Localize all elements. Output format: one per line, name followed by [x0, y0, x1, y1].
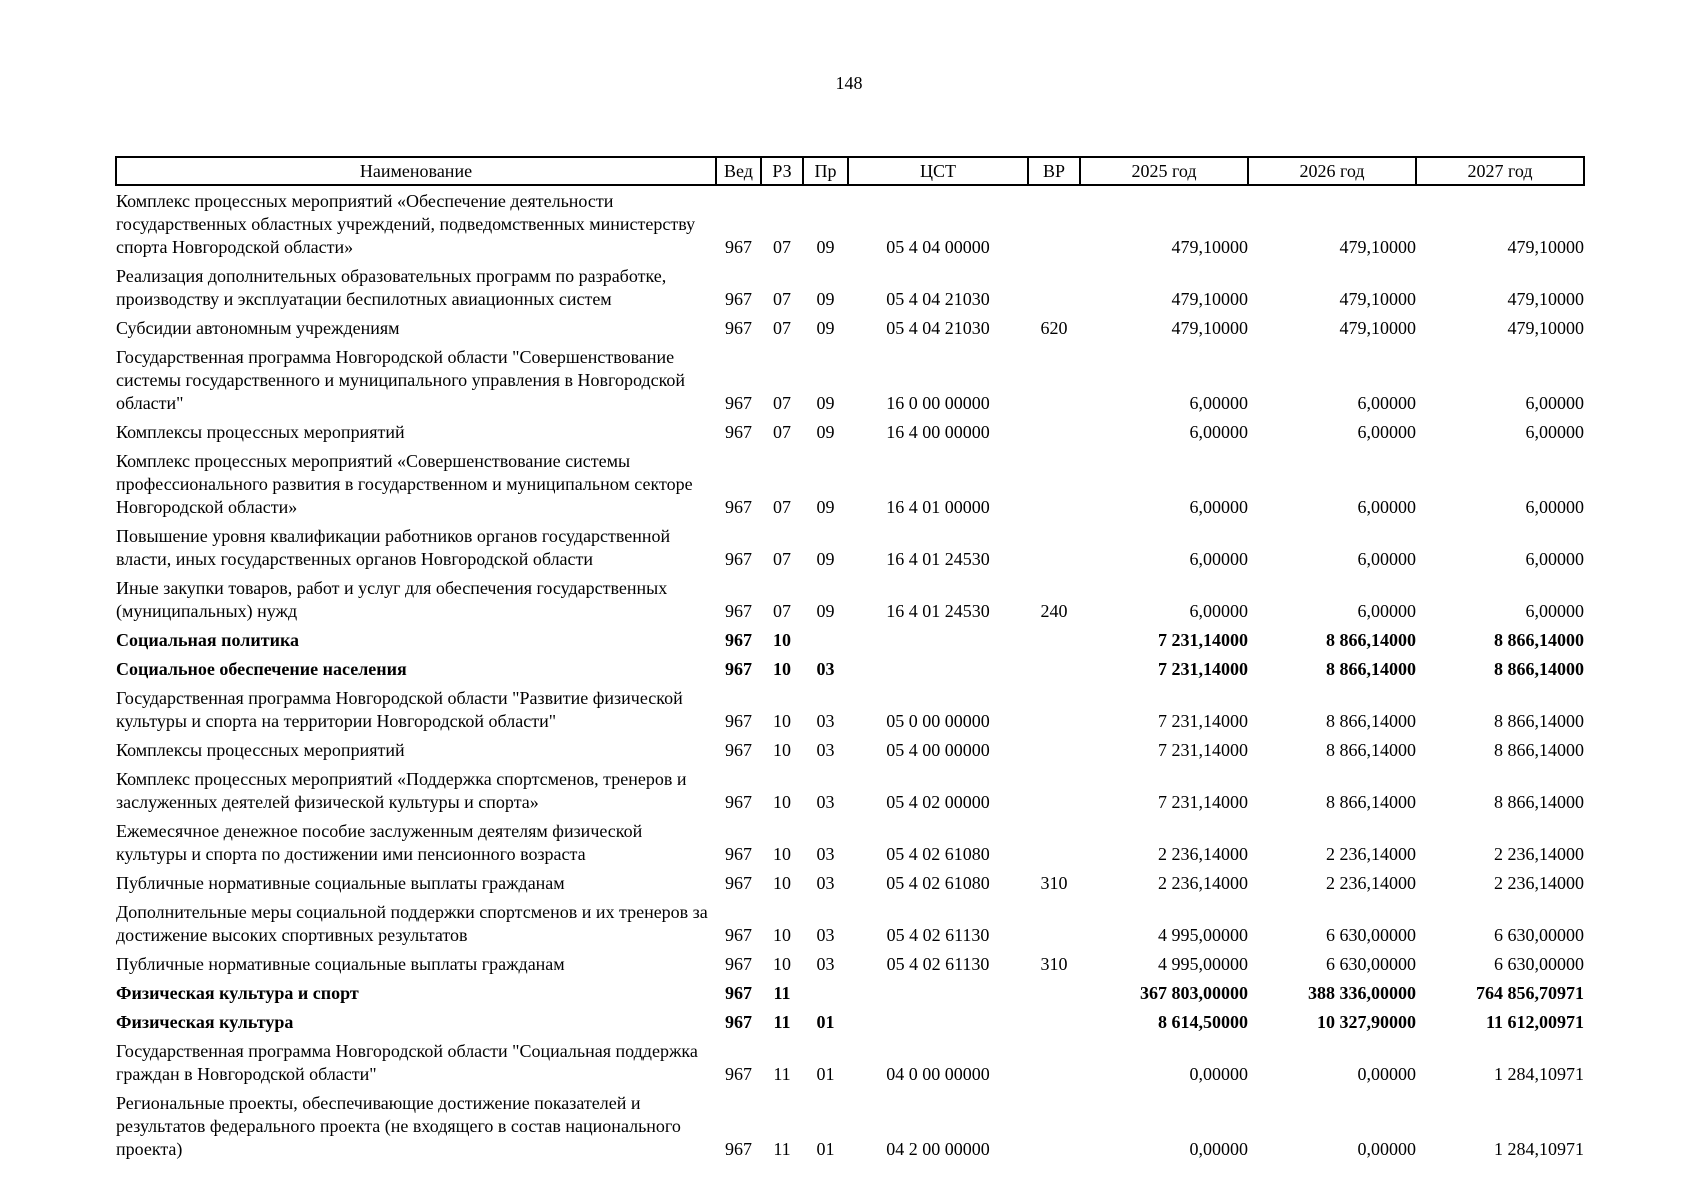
row-pr: 09	[816, 393, 835, 413]
row-2027: 8 866,14000	[1494, 659, 1584, 679]
row-rz: 07	[773, 289, 791, 309]
row-cst: 16 0 00 00000	[886, 393, 990, 413]
table-row	[116, 261, 1584, 313]
row-cst: 16 4 01 00000	[886, 497, 990, 517]
row-2025: 367 803,00000	[1140, 983, 1248, 1003]
row-vr: 310	[1040, 954, 1068, 974]
row-2025: 7 231,14000	[1158, 630, 1248, 650]
row-rz: 07	[773, 549, 791, 569]
row-pr: 09	[816, 549, 835, 569]
header-2025: 2025 год	[1080, 157, 1248, 185]
row-rz: 10	[773, 630, 791, 650]
row-2027: 2 236,14000	[1494, 873, 1584, 893]
row-pr: 01	[816, 1064, 835, 1084]
row-2025: 7 231,14000	[1158, 792, 1248, 812]
row-2027: 6,00000	[1525, 497, 1584, 517]
row-name: Государственная программа Новгородской области "Развитие физической культуры и спорта на территории Новгородской области"	[116, 688, 683, 731]
table-row	[116, 764, 1584, 816]
row-cst: 05 4 02 61130	[886, 954, 990, 974]
row-vr	[1028, 446, 1080, 521]
row-cst: 05 4 00 00000	[886, 740, 990, 760]
table-body	[116, 185, 1584, 1163]
row-2027: 1 284,10971	[1494, 1064, 1584, 1084]
row-rz: 07	[773, 422, 791, 442]
row-ved: 967	[725, 289, 752, 309]
row-rz: 10	[773, 925, 791, 945]
row-ved: 967	[725, 318, 752, 338]
row-2027: 6,00000	[1525, 393, 1584, 413]
row-2025: 6,00000	[1189, 601, 1248, 621]
table-header-row	[116, 157, 1584, 185]
row-ved: 967	[725, 659, 752, 679]
row-cst: 05 4 04 21030	[886, 289, 990, 309]
row-pr: 09	[816, 289, 835, 309]
row-rz: 07	[773, 237, 791, 257]
row-rz: 11	[773, 1012, 791, 1032]
table-row	[116, 342, 1584, 417]
row-ved: 967	[725, 393, 752, 413]
row-rz: 10	[773, 740, 791, 760]
row-2025: 6,00000	[1189, 393, 1248, 413]
row-cst: 05 4 04 21030	[886, 318, 990, 338]
row-cst	[848, 625, 1028, 654]
row-cst: 16 4 01 24530	[886, 549, 990, 569]
row-2027: 6,00000	[1525, 422, 1584, 442]
row-2026: 479,10000	[1339, 318, 1416, 338]
table-row	[116, 816, 1584, 868]
row-ved: 967	[725, 925, 752, 945]
row-2027: 8 866,14000	[1494, 740, 1584, 760]
row-ved: 967	[725, 711, 752, 731]
row-vr	[1028, 261, 1080, 313]
row-2026: 8 866,14000	[1326, 792, 1416, 812]
row-2025: 7 231,14000	[1158, 659, 1248, 679]
row-cst: 05 0 00 00000	[886, 711, 990, 731]
table-row	[116, 735, 1584, 764]
row-pr: 09	[816, 601, 835, 621]
row-2026: 0,00000	[1357, 1064, 1416, 1084]
row-rz: 07	[773, 393, 791, 413]
table-row	[116, 573, 1584, 625]
row-name: Субсидии автономным учреждениям	[116, 318, 400, 338]
row-name: Комплекс процессных мероприятий «Обеспечение деятельности государственных областных учреждений, подведомственных министерству спорта Новгородской области»	[116, 191, 696, 257]
row-2027: 6 630,00000	[1494, 925, 1584, 945]
table-row	[116, 1036, 1584, 1088]
row-cst	[848, 654, 1028, 683]
row-2025: 7 231,14000	[1158, 740, 1248, 760]
row-vr	[1028, 521, 1080, 573]
header-2027: 2027 год	[1416, 157, 1584, 185]
row-name: Ежемесячное денежное пособие заслуженным деятелям физической культуры и спорта по достижении ими пенсионного возраста	[116, 821, 643, 864]
row-pr: 09	[816, 497, 835, 517]
table-row	[116, 185, 1584, 261]
row-2026: 10 327,90000	[1317, 1012, 1416, 1032]
row-2025: 479,10000	[1171, 289, 1248, 309]
row-vr	[1028, 764, 1080, 816]
header-rz: РЗ	[761, 157, 803, 185]
row-pr: 03	[816, 954, 835, 974]
row-rz: 10	[773, 954, 791, 974]
row-name: Реализация дополнительных образовательных программ по разработке, производству и эксплуатации беспилотных авиационных систем	[116, 266, 667, 309]
table-row	[116, 683, 1584, 735]
table-row	[116, 868, 1584, 897]
row-name: Повышение уровня квалификации работников органов государственной власти, иных государственных органов Новгородской области	[116, 526, 671, 569]
row-ved: 967	[725, 1064, 752, 1084]
row-2026: 2 236,14000	[1326, 844, 1416, 864]
row-vr	[1028, 816, 1080, 868]
table-row	[116, 313, 1584, 342]
row-rz: 10	[773, 711, 791, 731]
header-cst: ЦСТ	[848, 157, 1028, 185]
row-2026: 479,10000	[1339, 237, 1416, 257]
row-2025: 4 995,00000	[1158, 954, 1248, 974]
row-ved: 967	[725, 954, 752, 974]
row-pr	[803, 978, 848, 1007]
row-2025: 2 236,14000	[1158, 844, 1248, 864]
row-2027: 479,10000	[1507, 289, 1584, 309]
table-row	[116, 1088, 1584, 1163]
table-row	[116, 625, 1584, 654]
row-ved: 967	[725, 549, 752, 569]
row-2025: 0,00000	[1189, 1064, 1248, 1084]
row-2026: 6,00000	[1357, 497, 1416, 517]
row-name: Комплексы процессных мероприятий	[116, 422, 405, 442]
row-vr	[1028, 683, 1080, 735]
row-pr: 01	[816, 1139, 835, 1159]
row-pr: 09	[816, 318, 835, 338]
row-pr: 03	[816, 925, 835, 945]
row-2027: 8 866,14000	[1494, 711, 1584, 731]
table-row	[116, 654, 1584, 683]
row-ved: 967	[725, 237, 752, 257]
row-2026: 6,00000	[1357, 393, 1416, 413]
row-pr: 03	[816, 844, 835, 864]
row-vr	[1028, 1007, 1080, 1036]
row-cst: 05 4 02 61080	[886, 844, 990, 864]
row-rz: 10	[773, 844, 791, 864]
table-row	[116, 897, 1584, 949]
row-2027: 2 236,14000	[1494, 844, 1584, 864]
row-2025: 7 231,14000	[1158, 711, 1248, 731]
row-2027: 8 866,14000	[1494, 792, 1584, 812]
row-2026: 6,00000	[1357, 549, 1416, 569]
row-cst: 04 0 00 00000	[886, 1064, 990, 1084]
row-pr: 01	[816, 1012, 835, 1032]
row-2027: 6,00000	[1525, 549, 1584, 569]
row-vr	[1028, 185, 1080, 261]
budget-table	[115, 156, 1585, 1163]
row-cst	[848, 1007, 1028, 1036]
row-cst: 04 2 00 00000	[886, 1139, 990, 1159]
row-2026: 479,10000	[1339, 289, 1416, 309]
header-ved: Вед	[716, 157, 761, 185]
table-row	[116, 417, 1584, 446]
table-row	[116, 949, 1584, 978]
row-pr: 03	[816, 740, 835, 760]
row-vr: 240	[1040, 601, 1068, 621]
row-pr: 09	[816, 422, 835, 442]
row-rz: 11	[773, 1064, 791, 1084]
row-2025: 8 614,50000	[1158, 1012, 1248, 1032]
row-2027: 764 856,70971	[1476, 983, 1584, 1003]
row-name: Государственная программа Новгородской области "Совершенствование системы государственного и муниципального управления в Новгородской области"	[116, 347, 686, 413]
row-2025: 2 236,14000	[1158, 873, 1248, 893]
table-row	[116, 446, 1584, 521]
row-cst: 16 4 01 24530	[886, 601, 990, 621]
row-vr	[1028, 1088, 1080, 1163]
row-ved: 967	[725, 1139, 752, 1159]
row-vr	[1028, 735, 1080, 764]
header-pr: Пр	[803, 157, 848, 185]
row-pr	[803, 625, 848, 654]
row-name: Дополнительные меры социальной поддержки спортсменов и их тренеров за достижение высоких спортивных результатов	[116, 902, 708, 945]
row-ved: 967	[725, 844, 752, 864]
row-ved: 967	[725, 873, 752, 893]
row-rz: 07	[773, 497, 791, 517]
row-name: Социальное обеспечение населения	[116, 659, 407, 679]
row-2026: 8 866,14000	[1326, 711, 1416, 731]
row-2026: 8 866,14000	[1326, 659, 1416, 679]
row-rz: 10	[773, 873, 791, 893]
table-row	[116, 521, 1584, 573]
row-2025: 479,10000	[1171, 237, 1248, 257]
row-pr: 03	[816, 711, 835, 731]
row-2026: 6,00000	[1357, 601, 1416, 621]
row-name: Публичные нормативные социальные выплаты гражданам	[116, 873, 565, 893]
row-name: Публичные нормативные социальные выплаты гражданам	[116, 954, 565, 974]
table-row	[116, 978, 1584, 1007]
page-number: 148	[835, 73, 863, 93]
row-pr: 09	[816, 237, 835, 257]
row-name: Физическая культура	[116, 1012, 294, 1032]
row-rz: 07	[773, 601, 791, 621]
row-vr: 310	[1040, 873, 1068, 893]
row-rz: 07	[773, 318, 791, 338]
row-name: Комплексы процессных мероприятий	[116, 740, 405, 760]
header-vr: ВР	[1028, 157, 1080, 185]
row-2026: 6 630,00000	[1326, 954, 1416, 974]
row-cst: 05 4 04 00000	[886, 237, 990, 257]
row-rz: 11	[773, 1139, 791, 1159]
row-2026: 6 630,00000	[1326, 925, 1416, 945]
row-ved: 967	[725, 792, 752, 812]
row-2026: 6,00000	[1357, 422, 1416, 442]
row-2026: 8 866,14000	[1326, 740, 1416, 760]
row-vr	[1028, 897, 1080, 949]
row-rz: 11	[773, 983, 791, 1003]
row-2027: 6,00000	[1525, 601, 1584, 621]
header-2026: 2026 год	[1248, 157, 1416, 185]
row-cst: 05 4 02 00000	[886, 792, 990, 812]
table-row	[116, 1007, 1584, 1036]
row-ved: 967	[725, 497, 752, 517]
row-name: Иные закупки товаров, работ и услуг для обеспечения государственных (муниципальных) нужд	[116, 578, 668, 621]
row-2025: 6,00000	[1189, 422, 1248, 442]
row-pr: 03	[816, 659, 835, 679]
row-2027: 11 612,00971	[1485, 1012, 1584, 1032]
row-2025: 0,00000	[1189, 1139, 1248, 1159]
row-2027: 1 284,10971	[1494, 1139, 1584, 1159]
row-ved: 967	[725, 630, 752, 650]
row-cst: 16 4 00 00000	[886, 422, 990, 442]
row-2026: 2 236,14000	[1326, 873, 1416, 893]
row-ved: 967	[725, 740, 752, 760]
row-2027: 6 630,00000	[1494, 954, 1584, 974]
row-vr: 620	[1040, 318, 1068, 338]
row-2025: 479,10000	[1171, 318, 1248, 338]
row-vr	[1028, 1036, 1080, 1088]
row-2027: 479,10000	[1507, 318, 1584, 338]
row-ved: 967	[725, 1012, 752, 1032]
row-cst	[848, 978, 1028, 1007]
header-name: Наименование	[116, 157, 716, 185]
row-2025: 6,00000	[1189, 549, 1248, 569]
row-cst: 05 4 02 61130	[886, 925, 990, 945]
row-vr	[1028, 342, 1080, 417]
row-cst: 05 4 02 61080	[886, 873, 990, 893]
row-ved: 967	[725, 601, 752, 621]
row-2025: 6,00000	[1189, 497, 1248, 517]
row-name: Региональные проекты, обеспечивающие достижение показателей и результатов федерального проекта (не входящего в состав национального проекта)	[116, 1093, 681, 1159]
row-name: Комплекс процессных мероприятий «Поддержка спортсменов, тренеров и заслуженных деятелей физической культуры и спорта»	[116, 769, 687, 812]
row-2026: 0,00000	[1357, 1139, 1416, 1159]
row-2026: 388 336,00000	[1308, 983, 1416, 1003]
row-vr	[1028, 978, 1080, 1007]
row-vr	[1028, 625, 1080, 654]
row-pr: 03	[816, 792, 835, 812]
row-2026: 8 866,14000	[1326, 630, 1416, 650]
row-vr	[1028, 654, 1080, 683]
row-2025: 4 995,00000	[1158, 925, 1248, 945]
row-ved: 967	[725, 422, 752, 442]
row-name: Государственная программа Новгородской области "Социальная поддержка граждан в Новгородской области"	[116, 1041, 698, 1084]
row-name: Комплекс процессных мероприятий «Совершенствование системы профессионального развития в государственном и муниципальном секторе Новгородской области»	[116, 451, 693, 517]
row-ved: 967	[725, 983, 752, 1003]
row-rz: 10	[773, 659, 791, 679]
row-vr	[1028, 417, 1080, 446]
row-name: Физическая культура и спорт	[116, 983, 359, 1003]
row-2027: 8 866,14000	[1494, 630, 1584, 650]
row-name: Социальная политика	[116, 630, 300, 650]
row-2027: 479,10000	[1507, 237, 1584, 257]
row-pr: 03	[816, 873, 835, 893]
row-rz: 10	[773, 792, 791, 812]
